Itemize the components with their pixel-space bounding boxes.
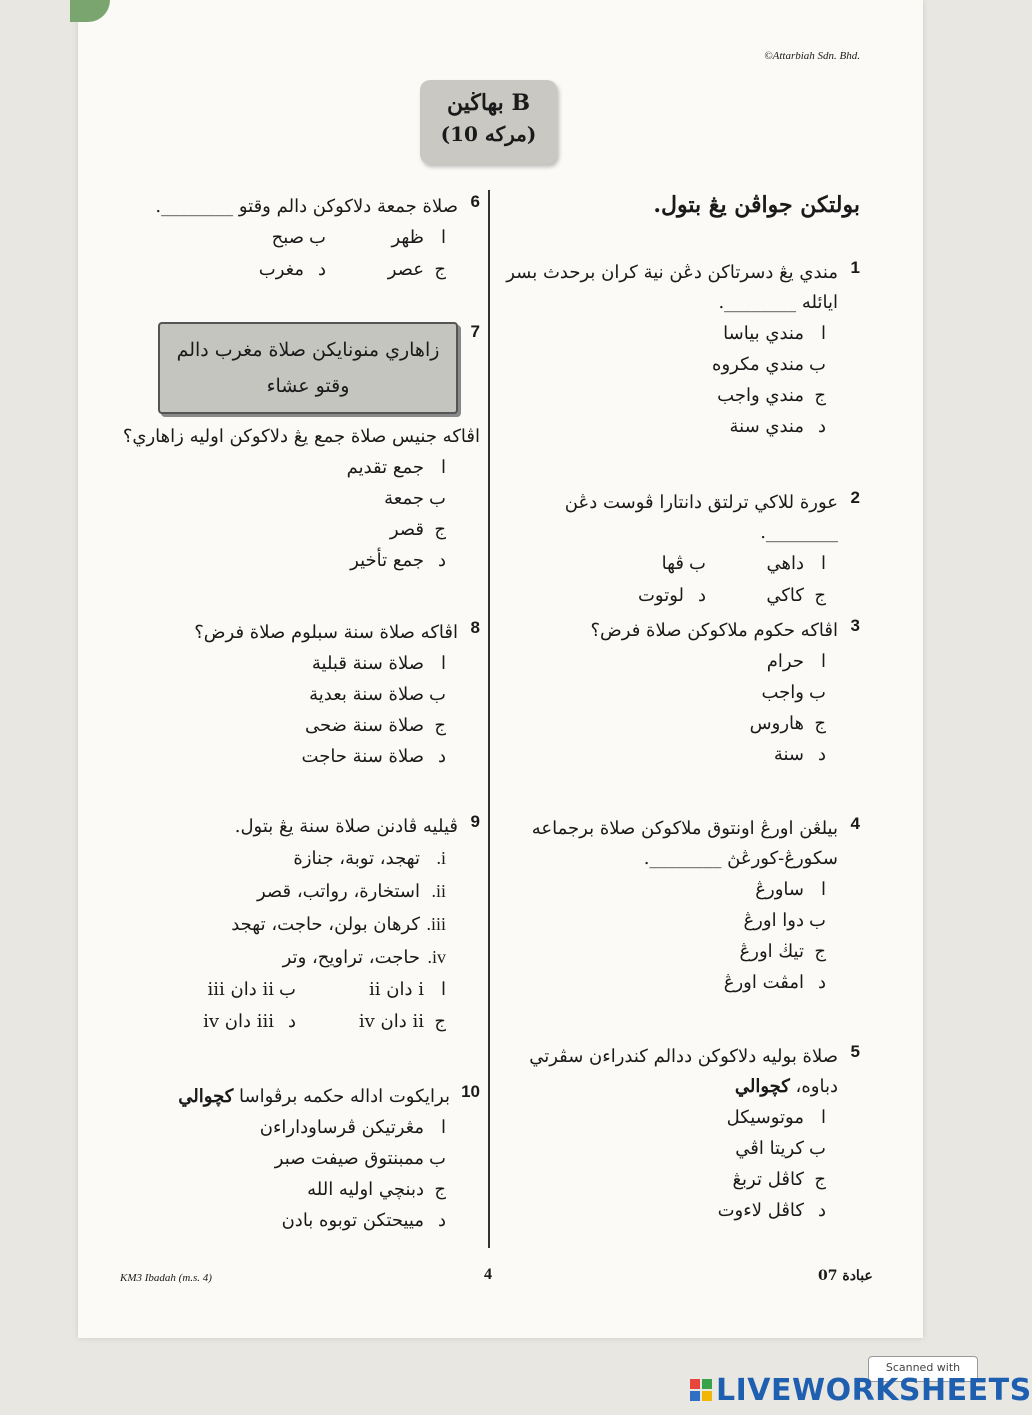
option-d[interactable]: [146, 1006, 296, 1038]
option-text: صلاة سنة حاجت: [301, 746, 424, 767]
option-letter: ا: [820, 1107, 826, 1128]
option-letter: د: [817, 416, 826, 437]
footer-subject: عبادة 07: [818, 1268, 873, 1284]
option-a[interactable]: [110, 648, 446, 679]
question-text-main: صلاة بوليه دلاكوكن ددالم كندراءن سڤرتي دباوه،: [529, 1046, 838, 1097]
options-row-1: [505, 548, 826, 580]
option-text: حرام: [766, 651, 804, 672]
section-marks: (10 مركه): [440, 122, 537, 146]
question-number: 8: [470, 618, 480, 637]
question-number: 3: [850, 616, 860, 635]
roman-numeral: iv.: [427, 947, 446, 967]
options-row-1: [110, 974, 446, 1006]
option-letter: ا: [440, 653, 446, 674]
option-letter: ج: [814, 385, 826, 406]
roman-numeral: iii.: [426, 914, 446, 934]
option-letter: د: [817, 1200, 826, 1221]
option-b[interactable]: [146, 974, 296, 1006]
option-letter: ج: [434, 1011, 446, 1032]
option-letter: ج: [434, 715, 446, 736]
statement-text: تهجد، توبة، جنازة: [293, 848, 420, 869]
option-text: جمع تأخير: [350, 550, 424, 571]
option-letter: د: [817, 744, 826, 765]
option-text: صلاة سنة بعدية: [309, 684, 424, 705]
option-text: عصر: [387, 259, 424, 280]
option-text: مندي واجب: [717, 385, 804, 406]
question-text: ڤيليه ڤادنن صلاة سنة يڠ بتول.: [234, 816, 458, 837]
option-text: هاروس: [749, 713, 804, 734]
statement-iii: [110, 908, 446, 941]
column-divider: [488, 190, 490, 1248]
option-a[interactable]: [110, 1112, 446, 1143]
question-text: بيلڠن اورڠ اونتوق ملاكوكن صلاة برجماعه سكورڠ-كورڠڽ ________.: [531, 818, 838, 869]
option-letter: ا: [440, 227, 446, 248]
option-text: كاكي: [766, 585, 804, 606]
option-c[interactable]: [110, 1174, 446, 1205]
option-text: صلاة سنة ضحى: [305, 715, 424, 736]
question-text: اڤاكه حكوم ملاكوكن صلاة فرض؟: [590, 620, 838, 641]
instruction: بولتكن جواڤن يڠ بتول.: [653, 192, 860, 218]
option-a[interactable]: [706, 548, 826, 580]
option-letter: د: [437, 550, 446, 571]
statement-text: كرهان بولن، حاجت، تهجد: [231, 914, 420, 935]
option-d[interactable]: [110, 1205, 446, 1236]
option-letter: ج: [434, 1179, 446, 1200]
section-title: بهاڬين B: [446, 90, 531, 116]
option-c[interactable]: [505, 708, 826, 739]
question-9: [110, 812, 480, 1038]
question-4: [505, 814, 860, 998]
option-letter: ب: [279, 979, 296, 1000]
option-text: مندي بياسا: [723, 323, 804, 344]
option-text: واجب: [761, 682, 804, 703]
option-letter: ب: [429, 1148, 446, 1169]
statement-text: استخارة، رواتب، قصر: [256, 881, 420, 902]
option-b[interactable]: [586, 548, 706, 580]
option-a[interactable]: [505, 646, 826, 677]
option-d[interactable]: [206, 254, 326, 286]
question-number: 6: [470, 192, 480, 211]
option-text: ممبنتوق صيفت صبر: [274, 1148, 424, 1169]
roman-numeral: ii.: [431, 881, 446, 901]
options-row-2: [110, 254, 446, 286]
question-text: صلاة جمعة دلاكوكن دالم وقتو ________.: [155, 196, 458, 217]
statement-i: [110, 842, 446, 875]
option-a[interactable]: [505, 318, 826, 349]
option-d[interactable]: [110, 545, 446, 576]
option-c[interactable]: [505, 936, 826, 967]
emphasis-except: كچوالي: [734, 1076, 790, 1097]
option-letter: ب: [809, 354, 826, 375]
option-b[interactable]: [505, 349, 826, 380]
liveworksheets-logo[interactable]: [690, 1372, 1032, 1408]
option-letter: ا: [440, 1117, 446, 1138]
option-text: امڤت اورڠ: [723, 972, 804, 993]
option-b[interactable]: [206, 222, 326, 254]
option-b[interactable]: [110, 1143, 446, 1174]
question-5: [505, 1042, 860, 1226]
option-letter: ا: [820, 651, 826, 672]
statement-iv: [110, 941, 446, 974]
emphasis-except: كچوالي: [178, 1086, 234, 1107]
option-text: مندي مكروه: [712, 354, 804, 375]
option-text: تيڬ اورڠ: [739, 941, 804, 962]
option-b[interactable]: [110, 483, 446, 514]
option-b[interactable]: [505, 905, 826, 936]
option-c[interactable]: [110, 514, 446, 545]
section-title-box: [420, 80, 557, 164]
option-text: جمعة: [384, 488, 424, 509]
question-number: 2: [850, 488, 860, 507]
option-letter: ا: [820, 553, 826, 574]
option-text: داهي: [766, 553, 804, 574]
option-letter: د: [437, 1210, 446, 1231]
option-letter: ب: [689, 553, 706, 574]
option-text: ظهر: [391, 227, 424, 248]
option-text: ڤها: [661, 553, 684, 574]
option-letter: د: [437, 746, 446, 767]
scenario-line-2: وقتو عشاء: [266, 375, 350, 397]
question-number: 1: [850, 258, 860, 277]
footer-course-code: KM3 Ibadah (m.s. 4): [120, 1272, 212, 1284]
option-c[interactable]: [326, 254, 446, 286]
option-text: ii دان iv: [358, 1011, 424, 1032]
option-d[interactable]: [586, 580, 706, 612]
statement-ii: [110, 875, 446, 908]
option-letter: ج: [814, 713, 826, 734]
question-2: [505, 488, 860, 612]
liveworksheets-icon: [690, 1379, 712, 1401]
options-row-2: [110, 1006, 446, 1038]
scenario-box: [158, 322, 458, 414]
option-c[interactable]: [706, 580, 826, 612]
question-8: [110, 618, 480, 772]
question-7: [110, 322, 480, 576]
question-number: 4: [850, 814, 860, 833]
option-letter: ب: [809, 910, 826, 931]
option-letter: ا: [820, 879, 826, 900]
option-b[interactable]: [505, 1133, 826, 1164]
option-a[interactable]: [296, 974, 446, 1006]
option-letter: د: [697, 585, 706, 606]
question-text: مندي يڠ دسرتاكن دڠن نية كران برحدث بسر ايائله ________.: [506, 262, 838, 313]
option-a[interactable]: [110, 452, 446, 483]
option-text: ii دان iii: [207, 979, 274, 1000]
option-d[interactable]: [505, 967, 826, 998]
question-text: عورة للاكي ترلتق دانتارا ڤوست دڠن ________.: [564, 492, 838, 543]
option-letter: ج: [814, 1169, 826, 1190]
option-text: جمع تقديم: [346, 457, 424, 478]
option-text: مندي سنة: [729, 416, 804, 437]
option-letter: ج: [434, 519, 446, 540]
option-letter: ب: [809, 682, 826, 703]
option-text: كريتا اڤي: [735, 1138, 804, 1159]
option-letter: د: [817, 972, 826, 993]
option-letter: ا: [820, 323, 826, 344]
option-text: دبنچي اوليه الله: [307, 1179, 424, 1200]
option-text: مڠرتيكن ڤرساوداراءن: [259, 1117, 424, 1138]
question-number: 5: [850, 1042, 860, 1061]
option-c[interactable]: [505, 380, 826, 411]
question-1: [505, 258, 860, 442]
option-text: لوتوت: [637, 585, 684, 606]
question-number: 7: [470, 322, 480, 341]
statement-text: حاجت، تراويح، وتر: [282, 947, 420, 968]
option-text: i دان ii: [369, 979, 424, 1000]
option-text: موتوسيكل: [726, 1107, 804, 1128]
question-number: 9: [470, 812, 480, 831]
question-10: [110, 1082, 480, 1236]
option-b[interactable]: [505, 677, 826, 708]
option-text: قصر: [389, 519, 424, 540]
option-letter: ج: [814, 585, 826, 606]
options-row-1: [110, 222, 446, 254]
option-letter: ج: [814, 941, 826, 962]
option-d[interactable]: [505, 1195, 826, 1226]
question-text: [505, 1042, 838, 1102]
option-text: صلاة سنة قبلية: [311, 653, 424, 674]
option-text: iii دان iv: [203, 1011, 274, 1032]
option-c[interactable]: [296, 1006, 446, 1038]
option-a[interactable]: [505, 1102, 826, 1133]
question-6: [110, 192, 480, 286]
question-number: 10: [461, 1082, 480, 1101]
option-a[interactable]: [326, 222, 446, 254]
question-3: [505, 616, 860, 770]
option-letter: ب: [429, 488, 446, 509]
page-number: 4: [484, 1266, 492, 1283]
option-letter: ب: [809, 1138, 826, 1159]
option-letter: ا: [440, 979, 446, 1000]
option-letter: ب: [309, 227, 326, 248]
option-text: كاڤل تربڠ: [732, 1169, 804, 1190]
option-a[interactable]: [505, 874, 826, 905]
copyright-text: ©Attarbiah Sdn. Bhd.: [764, 50, 860, 62]
option-text: صبح: [271, 227, 304, 248]
scenario-line-1: زاهاري منونايكن صلاة مغرب دالم: [176, 339, 440, 361]
option-b[interactable]: [110, 679, 446, 710]
option-text: ساورڠ: [755, 879, 804, 900]
option-c[interactable]: [110, 710, 446, 741]
scanned-badge: Scanned with: [868, 1356, 978, 1382]
option-letter: ب: [429, 684, 446, 705]
option-c[interactable]: [505, 1164, 826, 1195]
question-text: اڤاكه صلاة سنة سبلوم صلاة فرض؟: [194, 622, 458, 643]
option-d[interactable]: [505, 411, 826, 442]
question-text: اڤاكه جنيس صلاة جمع يڠ دلاكوكن اوليه زاهاري؟: [122, 426, 480, 447]
option-letter: ج: [434, 259, 446, 280]
options-row-2: [505, 580, 826, 612]
brand-name: LIVEWORKSHEETS: [716, 1372, 1032, 1408]
option-letter: د: [287, 1011, 296, 1032]
option-text: دوا اورڠ: [743, 910, 804, 931]
option-d[interactable]: [110, 741, 446, 772]
roman-numeral: i.: [436, 848, 446, 868]
question-text: [110, 1082, 450, 1112]
option-text: مييحتكن توبوه بادن: [281, 1210, 424, 1231]
option-text: مغرب: [258, 259, 304, 280]
question-text-main: برايكوت اداله حكمه برڤواسا: [239, 1086, 450, 1107]
option-text: كاڤل لاءوت: [717, 1200, 804, 1221]
option-letter: د: [317, 259, 326, 280]
option-d[interactable]: [505, 739, 826, 770]
option-text: سنة: [773, 744, 804, 765]
option-letter: ا: [440, 457, 446, 478]
